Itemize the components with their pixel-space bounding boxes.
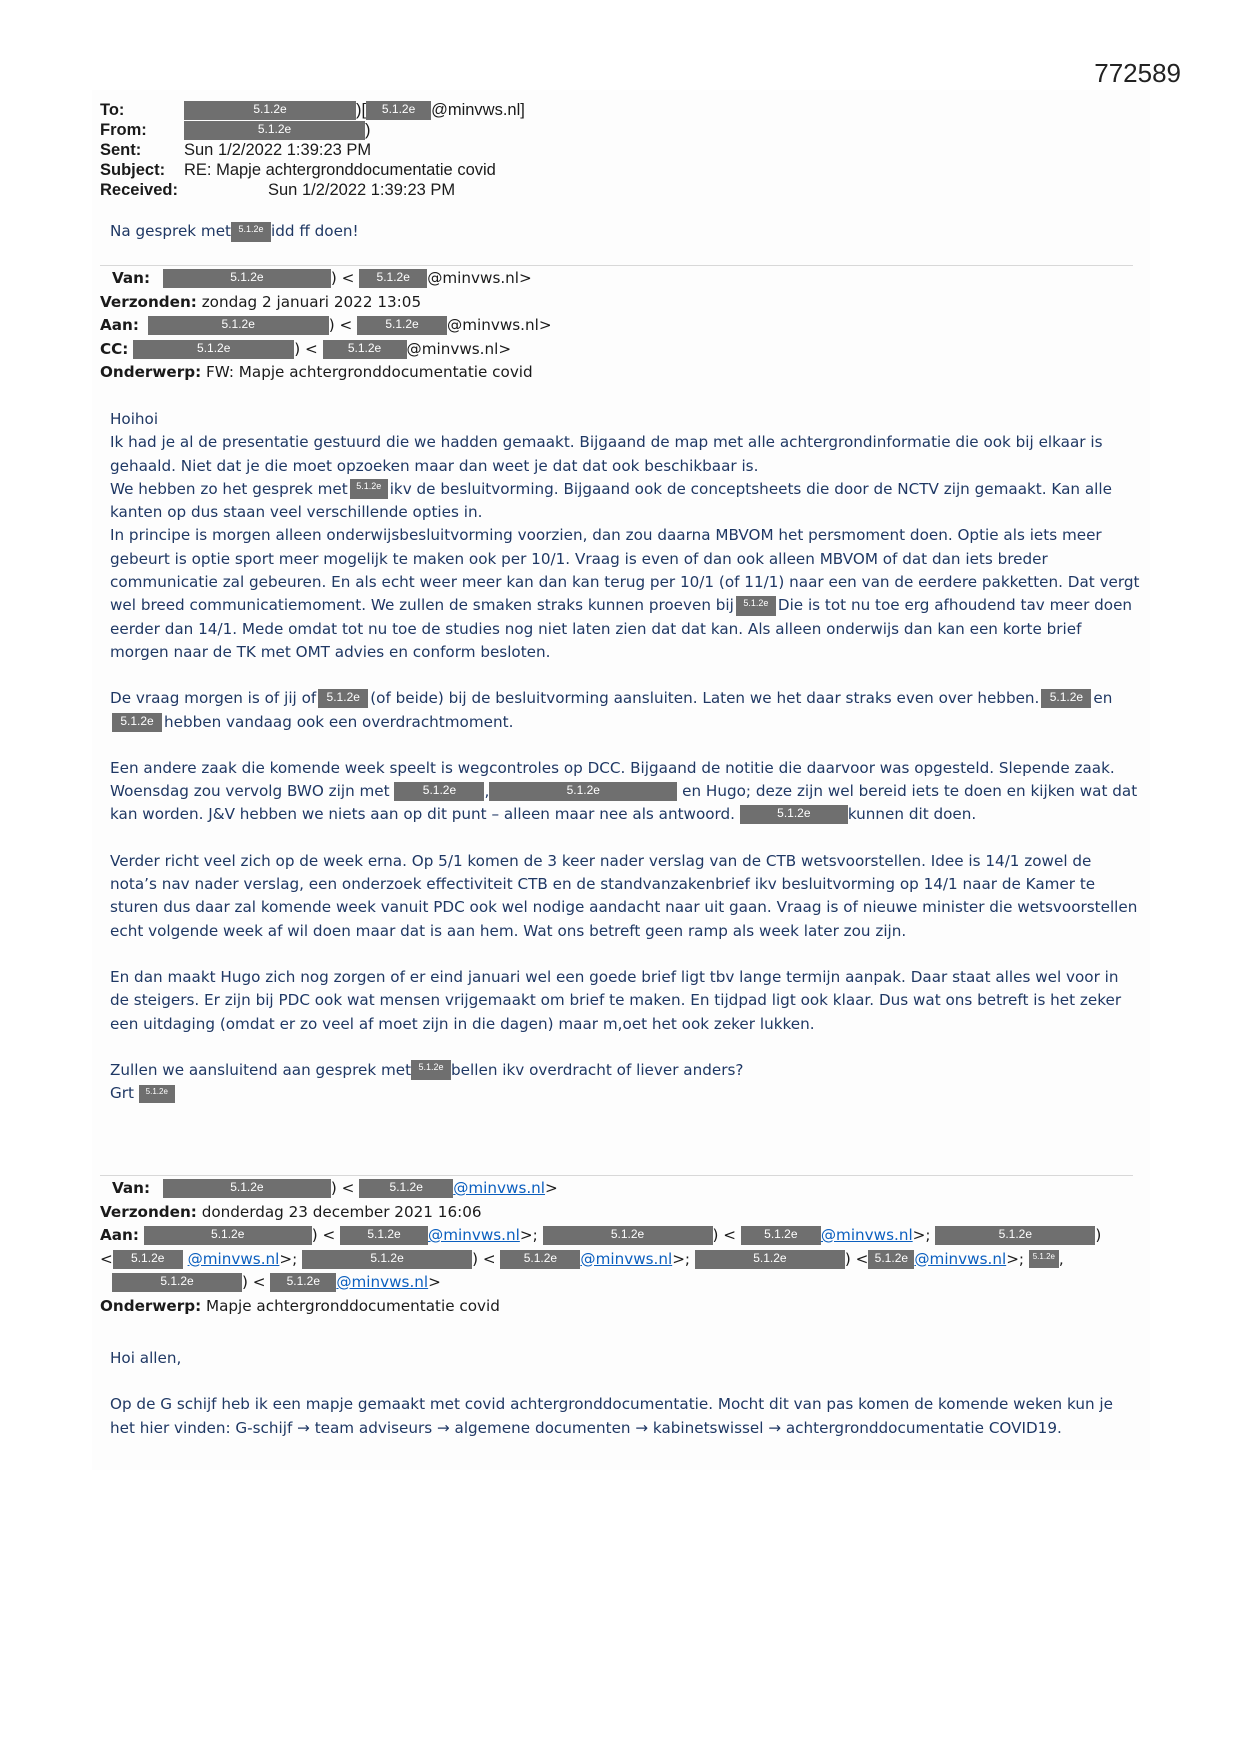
cc-row — [100, 338, 552, 362]
text: De vraag morgen is of jij of — [110, 689, 317, 708]
paragraph — [110, 687, 1140, 734]
redaction: 5.1.2e — [144, 1226, 312, 1245]
redaction: 5.1.2e — [411, 1060, 451, 1080]
domain: @minvws.nl> — [406, 339, 512, 358]
paragraph: Ik had je al de presentatie gestuurd die we hadden gemaakt. Bijgaand de map met alle achtergrondinformatie die ook bij elkaar is gehaald. Niet dat je die moet opzoeken maar dan weet je dat dat ook beschikbaar is. — [110, 433, 1103, 475]
sep: ) — [1095, 1226, 1102, 1244]
text: en Hugo; deze zijn wel bereid iets te doen en kijken wat dat kan worden. J&V hebben we niets aan op dit punt – alleen maar nee als antwoord. — [110, 782, 1138, 824]
domain: @minvws.nl> — [447, 316, 552, 334]
redaction: 5.1.2e — [357, 316, 447, 335]
email-link[interactable]: @minvws.nl — [187, 1249, 280, 1268]
onderwerp-value: Mapje achtergronddocumentatie covid — [205, 1296, 500, 1315]
cc-label: CC: — [100, 339, 129, 358]
aan-row — [100, 314, 552, 338]
onderwerp-row — [100, 361, 552, 385]
redaction: 5.1.2e — [139, 1085, 175, 1103]
email-link[interactable]: @minvws.nl — [336, 1273, 429, 1291]
text: bellen ikv overdracht of liever anders? — [451, 1060, 744, 1079]
email-link[interactable]: @minvws.nl — [428, 1226, 520, 1244]
sent-label: Sent: — [100, 141, 142, 159]
sent-value: Sun 1/2/2022 1:39:23 PM — [184, 141, 372, 159]
received-label: Received: — [100, 181, 178, 199]
aan-label: Aan: — [100, 1226, 139, 1244]
greeting: Hoihoi — [110, 410, 159, 428]
text: Grt — [110, 1084, 134, 1103]
onderwerp-row — [100, 1295, 1101, 1319]
message-2-header — [100, 267, 552, 385]
subject-label: Subject: — [100, 161, 166, 179]
verzonden-label: Verzonden: — [100, 1202, 197, 1221]
redaction: 5.1.2e — [1029, 1250, 1059, 1268]
sep: ) < — [242, 1273, 266, 1291]
email-link[interactable]: @minvws.nl — [453, 1179, 546, 1197]
van-row — [100, 1177, 1101, 1201]
sep: >; — [1006, 1249, 1025, 1268]
sep: ) < — [712, 1226, 737, 1244]
paragraph: En dan maakt Hugo zich nog zorgen of er eind januari wel een goede brief ligt tbv lange termijn aanpak. Daar staat alles wel voor in de steigers. Er zijn bij PDC ook wat mensen vrijgemaakt om brief te maken. En tijdpad ligt ook klaar. Dus wat ons betreft is het zeker een uitdaging (omdat er zo veel af moet zijn in die dagen) maar m,oet het ook zeker lukken. — [110, 967, 1122, 1033]
redaction: 5.1.2e — [318, 689, 368, 708]
redaction: 5.1.2e — [359, 1179, 453, 1198]
redaction: 5.1.2e — [543, 1226, 713, 1245]
onderwerp-label: Onderwerp: — [100, 1296, 202, 1315]
van-label: Van: — [112, 1179, 151, 1197]
redaction: 5.1.2e — [112, 713, 162, 732]
redaction: 5.1.2e — [184, 121, 365, 140]
redaction: 5.1.2e — [163, 1179, 331, 1198]
message-3-body — [110, 1347, 1140, 1440]
sep: >; — [672, 1249, 691, 1268]
text: en — [1093, 689, 1113, 708]
email-link[interactable]: @minvws.nl — [820, 1226, 913, 1244]
redaction: 5.1.2e — [270, 1273, 336, 1292]
paragraph: Verder richt veel zich op de week erna. Op 5/1 komen de 3 keer nader verslag van de CTB wetsvoorstellen. Idee is 14/1 zowel de nota’s nav nader verslag, een onderzoek effectiviteit CTB en de standvanzakenbrief ikv besluitvorming op 14/1 naar de Kamer te sturen dus daar zal komende week vanuit PDC ook wel nodige aandacht naar uit gaan. Vraag is of nieuwe minister die wetsvoorstellen echt volgende week af wil doen maar dat is aan hem. Wat ons betreft geen ramp als week later zou zijn. — [110, 851, 1138, 940]
text: hebben vandaag ook een overdrachtmoment. — [164, 712, 514, 731]
received-value: Sun 1/2/2022 1:39:23 PM — [268, 181, 456, 199]
verzonden-label: Verzonden: — [100, 292, 197, 311]
redaction: 5.1.2e — [340, 1226, 428, 1245]
paragraph — [110, 524, 1140, 664]
text: Zullen we aansluitend aan gesprek met — [110, 1060, 412, 1079]
paragraph — [110, 1059, 1140, 1082]
redaction: 5.1.2e — [1041, 689, 1091, 708]
message-2-body — [110, 408, 1140, 1105]
text: Een andere zaak die komende week speelt is wegcontroles op DCC. Bijgaand de notitie die daarvoor was opgesteld. Slepende zaak. Woensdag zou vervolg BWO zijn met — [110, 758, 1115, 801]
text: Die is tot nu toe erg afhoudend tav meer doen eerder dan 14/1. Mede omdat tot nu toe de studies nog niet laten zien dat dat kan. Als alleen onderwijs dan kan een korte brief morgen naar de TK met OMT advies en conform besloten. — [110, 596, 1133, 661]
reply-text — [110, 220, 1140, 243]
redaction: 5.1.2e — [350, 479, 388, 499]
redaction: 5.1.2e — [113, 1250, 183, 1269]
message-3-header — [100, 1177, 1101, 1318]
from-label: From: — [100, 121, 147, 139]
sep: ) < — [294, 339, 318, 358]
van-label: Van: — [112, 269, 151, 287]
sep: , — [1058, 1249, 1064, 1268]
redaction: 5.1.2e — [740, 805, 848, 824]
aan-row-1 — [100, 1224, 1101, 1248]
verzonden-row — [100, 1201, 1101, 1225]
redaction: 5.1.2e — [741, 1226, 821, 1245]
reply-post: idd ff doen! — [271, 222, 359, 240]
redaction: 5.1.2e — [148, 316, 329, 335]
document-number: 772589 — [1094, 58, 1181, 88]
text: We hebben zo het gesprek met — [110, 479, 348, 498]
verzonden-value: zondag 2 januari 2022 13:05 — [201, 292, 422, 311]
sep: ) < — [844, 1249, 869, 1268]
signature — [110, 1082, 1140, 1105]
reply-pre: Na gesprek met — [110, 222, 232, 240]
redaction: 5.1.2e — [695, 1250, 845, 1269]
sep: > — [545, 1179, 558, 1197]
text: In principe is morgen alleen onderwijsbesluitvorming voorzien, dan zou daarna MBVOM het persmoment doen. Optie als iets meer gebeurt is optie sport meer mogelijk te maken ook per 10/1. Vraag is even of dan ook alleen MBVOM of dat dan iets breder communicatie zal gebeuren. En als echt weer meer kan dan kan terug per 10/1 (of 11/1) naar een van de eerdere pakketten. Dat vergt wel breed communicatiemoment. We zullen de smaken straks kunnen proeven bij — [110, 526, 1140, 615]
redaction: 5.1.2e — [868, 1250, 914, 1269]
sep: ) < — [472, 1249, 496, 1268]
redaction: 5.1.2e — [736, 596, 776, 616]
redaction: 5.1.2e — [935, 1226, 1095, 1245]
text: , — [484, 782, 490, 801]
sep: ) < — [328, 316, 353, 334]
redaction: 5.1.2e — [359, 269, 427, 288]
redaction: 5.1.2e — [366, 101, 431, 120]
redaction: 5.1.2e — [394, 782, 484, 801]
text: (of beide) bij de besluitvorming aansluiten. Laten we het daar straks even over hebben. — [370, 689, 1040, 708]
sep: > — [428, 1273, 441, 1291]
text: ikv de besluitvorming. Bijgaand ook de conceptsheets die door de NCTV zijn gemaakt. Kan alle kanten op dus staan veel verschillende opties in. — [110, 479, 1112, 522]
aan-row-3 — [100, 1271, 1101, 1295]
redaction: 5.1.2e — [163, 269, 331, 288]
van-row — [100, 267, 552, 291]
sep: >; — [519, 1226, 538, 1244]
redaction: 5.1.2e — [112, 1273, 242, 1292]
aan-row-2 — [100, 1248, 1101, 1272]
sep: >; — [279, 1249, 298, 1268]
verzonden-row — [100, 291, 552, 315]
bracket: )[ — [356, 101, 367, 119]
to-domain: @minvws.nl] — [431, 101, 525, 119]
redaction: 5.1.2e — [184, 101, 356, 120]
divider — [100, 265, 1133, 266]
sep: ) < — [330, 1179, 355, 1197]
email-link[interactable]: @minvws.nl — [580, 1249, 673, 1268]
text: kunnen dit doen. — [847, 805, 977, 824]
redaction: 5.1.2e — [133, 340, 294, 359]
onderwerp-value: FW: Mapje achtergronddocumentatie covid — [205, 363, 533, 381]
subject-value: RE: Mapje achtergronddocumentatie covid — [184, 161, 496, 179]
verzonden-value: donderdag 23 december 2021 16:06 — [201, 1202, 482, 1221]
greeting: Hoi allen, — [110, 1349, 182, 1367]
aan-label: Aan: — [100, 316, 139, 334]
redaction: 5.1.2e — [489, 782, 677, 801]
redaction: 5.1.2e — [500, 1250, 580, 1269]
domain: @minvws.nl> — [427, 269, 532, 287]
paragraph — [110, 757, 1140, 827]
to-label: To: — [100, 101, 125, 119]
redaction: 5.1.2e — [302, 1250, 472, 1269]
paragraph — [110, 478, 1140, 525]
paren: ) — [365, 121, 371, 139]
paragraph: Op de G schijf heb ik een mapje gemaakt met covid achtergronddocumentatie. Mocht dit van pas komen de komende weken kun je het hier vinden: G-schijf → team adviseurs → algemene documenten → kabinetswissel → achtergronddocumentatie COVID19. — [110, 1395, 1113, 1437]
redaction: 5.1.2e — [231, 222, 271, 242]
sep: ) < — [330, 269, 355, 287]
sep: < — [100, 1249, 113, 1268]
divider — [100, 1175, 1133, 1176]
redaction: 5.1.2e — [323, 340, 407, 359]
onderwerp-label: Onderwerp: — [100, 363, 202, 381]
sep: >; — [912, 1226, 931, 1244]
sep: ) < — [311, 1226, 336, 1244]
email-link[interactable]: @minvws.nl — [914, 1249, 1007, 1268]
